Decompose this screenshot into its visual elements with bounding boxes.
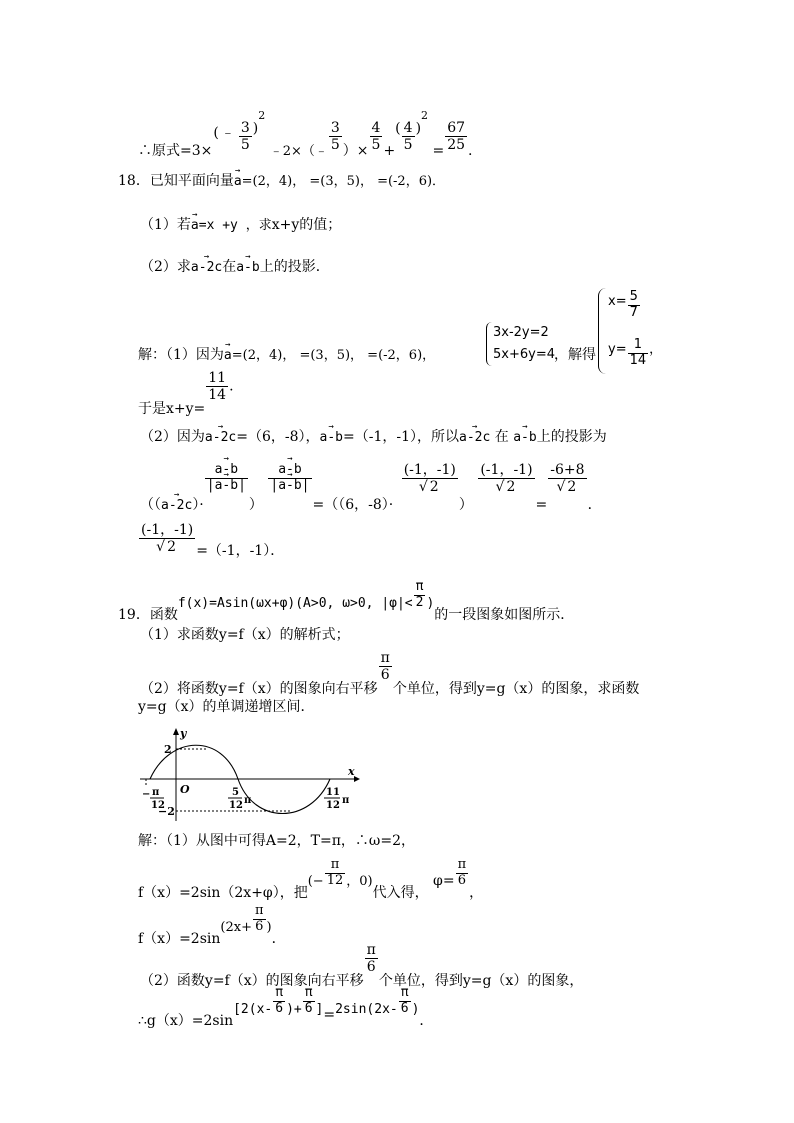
sol18-part2: （2）因为→ a-2c=（6，-8），→ a-b=（-1，-1），所以→ a-2c 在 → a-b上的投影为 [140, 430, 607, 444]
y-min-label: −2 [158, 805, 175, 818]
sol18-solution-brace [598, 288, 607, 374]
svg-text:π: π [244, 795, 252, 806]
sol18-system: 3x-2y=2 5x+6y=4 [486, 322, 555, 366]
original-expression-line: ∴原式=3×( ﹣ $\frac{3}{5}$ )$^2$ ﹣2×（﹣ $\frac{3}{5}$ ）× $\frac{4}{5}$ +( $\frac{4}{5}$ )$^2$ = $\frac{67}{25}$ . [138, 108, 473, 159]
q19-title: 19．函数f(x)=Asin(ωx+φ)(A>0, ω>0, |φ|< $\frac{\pi}{2}$ )的一段图象如图所示． [118, 579, 575, 624]
fraction-neg-3-5: ( ﹣ [213, 124, 235, 141]
sol19-line4: （2）函数y=f（x）的图象向右平移 $\frac{\pi}{6}$ 个单位，得到y=g（x）的图象， [140, 942, 584, 989]
svg-text:12: 12 [151, 800, 165, 811]
svg-text:π: π [152, 787, 160, 798]
q18-title: 18．已知平面向量→ a=(2，4)， =(3，5)， =(-2，6)． [118, 174, 445, 188]
y-max-label: 2 [164, 743, 172, 756]
sol18-solve-word: ，解得 [554, 347, 596, 363]
sol18-line1: 解：（1）因为→ a=(2，4)， =(3，5)， =(-2，6)， [138, 348, 435, 362]
q18-part1: （1）若→ a=x +y ，求x+y的值； [140, 218, 341, 232]
q19-part2: （2）将函数y=f（x）的图象向右平移 $\frac{\pi}{6}$ 个单位，得到y=g（x）的图象，求函数 [140, 650, 640, 697]
sol18-x: x= $\frac{5}{7}$ [608, 289, 638, 320]
origin-label: O [180, 783, 190, 796]
fraction-67-25: $\frac{67}{25}$ [447, 120, 466, 154]
sol19-line3: f（x）=2sin(2x+ $\frac{\pi}{6}$ )． [138, 903, 286, 948]
svg-text:5: 5 [232, 787, 239, 798]
q19-part2-cont: y=g（x）的单调递增区间． [138, 699, 315, 715]
x-axis-arrow [354, 776, 360, 782]
svg-text:12: 12 [326, 800, 340, 811]
svg-text:12: 12 [229, 800, 243, 811]
fraction-3-5: $\frac{3}{5}$ [240, 120, 250, 154]
x-label: x [348, 765, 355, 778]
sol19-line5: ∴g（x）=2sin[2(x- $\frac{\pi}{6}$ )+ $\frac{\pi}{6}$ ]=2sin(2x- $\frac{\pi}{6}$ )． [138, 985, 434, 1030]
svg-text:−: − [142, 789, 151, 800]
sol18-y: y= $\frac{1}{14}$ ， [608, 337, 663, 368]
svg-text:11: 11 [326, 787, 340, 798]
y-axis-arrow [173, 728, 179, 735]
y-label: y [180, 727, 187, 740]
sol18-result-line: $\frac{(-1,-1)}{√ 2}$ =（-1，-1）． [141, 522, 285, 559]
sol19-line1: 解：（1）从图中可得A=2，T=π，∴ω=2， [138, 833, 415, 849]
sol19-line2: f（x）=2sin（2x+φ），把(− $\frac{\pi}{12}$ ，0)代入得， φ= $\frac{\pi}{6}$ ， [138, 857, 484, 902]
sol18-sum: 于是x+y= $\frac{11}{14}$ . [138, 370, 234, 417]
q18-part2: （2）求→ a-2c在→ a-b上的投影． [140, 260, 330, 274]
sol18-projection-line: （（→ a-2c）· → $\frac{a-b}{|\to a-b|}$ ） → $\frac{a-b}{|\to a-b|}$ =（（6，-8）· $\frac{(-1,-1)}{√ 2}$ ） $\frac{(-1,-1)}{√ 2}$ = $\frac{-6+8}{√ 2}$ ． [140, 462, 602, 495]
svg-text:π: π [342, 795, 350, 806]
sine-graph [140, 725, 360, 825]
q19-part1: （1）求函数y=f（x）的解析式； [140, 627, 350, 643]
